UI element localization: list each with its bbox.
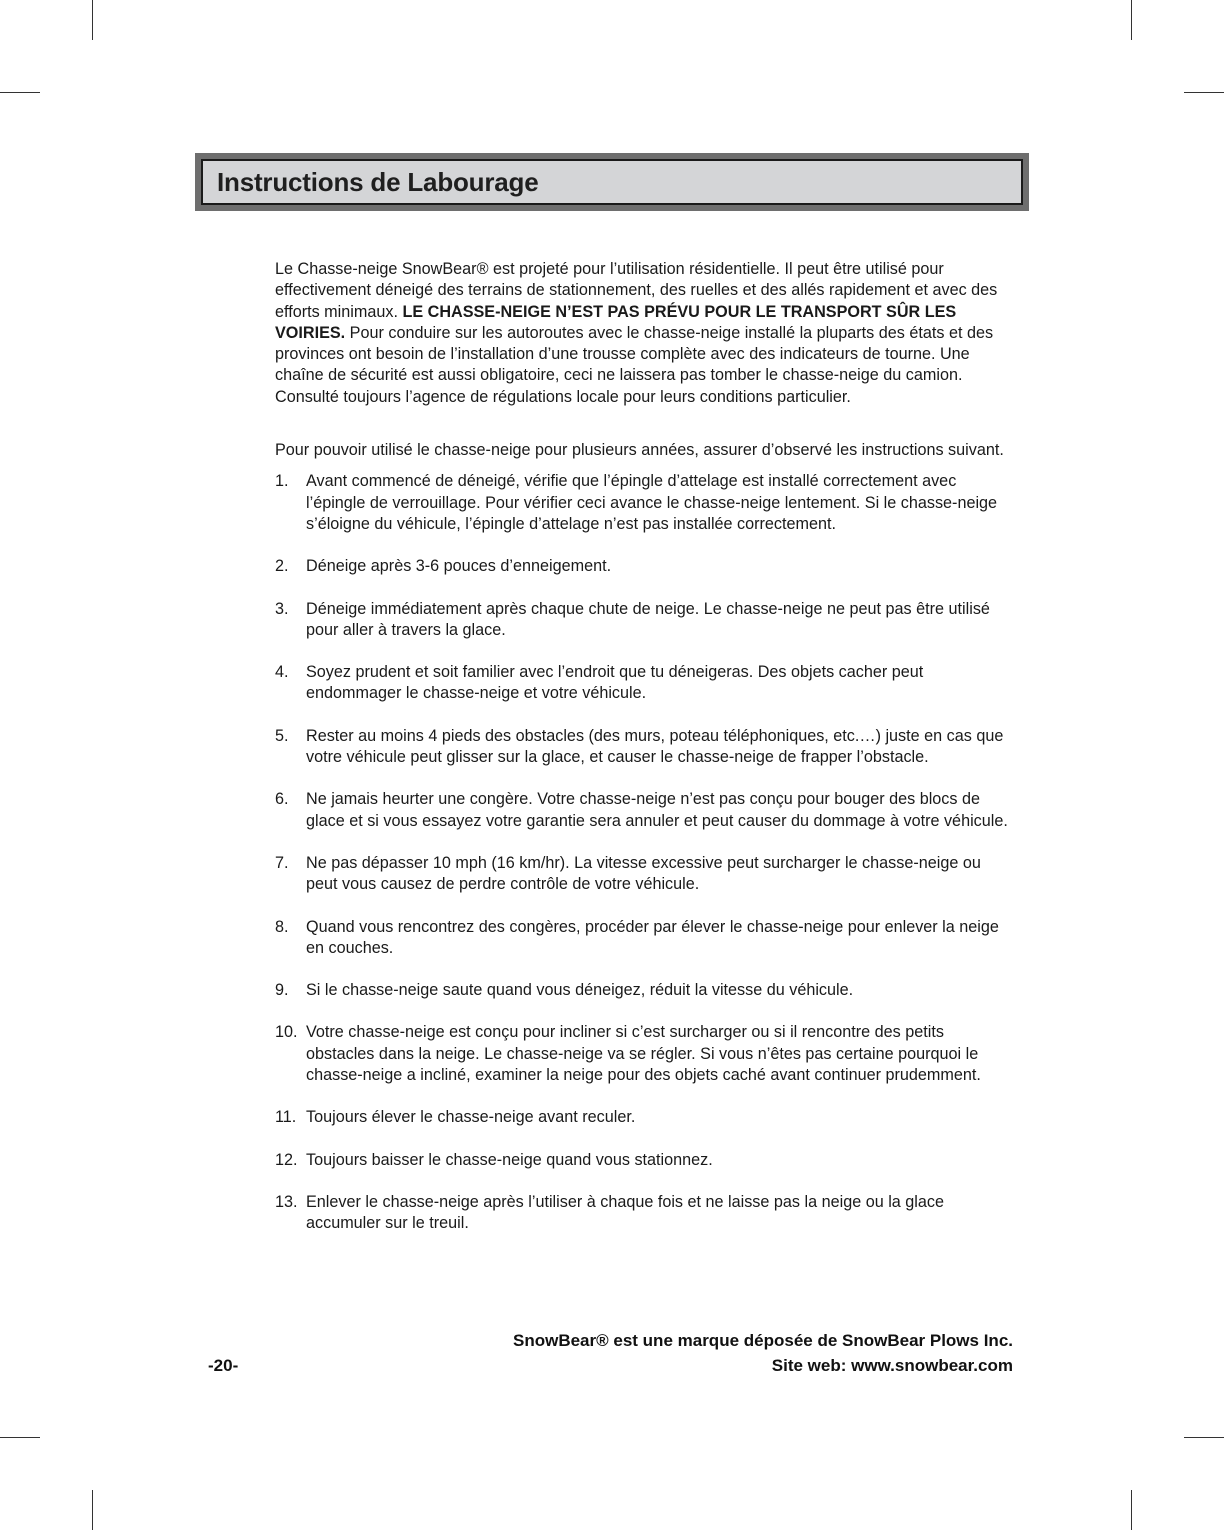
crop-mark bbox=[1131, 0, 1132, 40]
instruction-item bbox=[275, 471, 1015, 535]
footer-info bbox=[513, 1328, 1013, 1378]
item-text: Déneige immédiatement après chaque chute de neige. Le chasse-neige ne peut pas être utilisé pour aller à travers la glace. bbox=[306, 599, 990, 639]
item-number: 11. bbox=[275, 1108, 297, 1127]
section-header bbox=[195, 153, 1029, 211]
crop-mark bbox=[1131, 1490, 1132, 1530]
item-number: 5. bbox=[275, 726, 289, 745]
trademark-notice: SnowBear® est une marque déposée de SnowBear Plows Inc. bbox=[513, 1331, 1013, 1350]
instruction-list bbox=[275, 471, 1015, 1234]
page-title: Instructions de Labourage bbox=[217, 166, 539, 197]
instruction-item bbox=[275, 789, 1015, 832]
intro-paragraph bbox=[275, 259, 1015, 408]
item-text: Toujours élever le chasse-neige avant reculer. bbox=[306, 1108, 636, 1127]
item-text: Votre chasse-neige est conçu pour incliner si c’est surcharger ou si il rencontre des petits obstacles dans la neige. Le chasse-neige va se régler. Si vous n’êtes pas certaine pourquoi le chasse-neige a incliné, examiner la neige pour des objets caché avant continuer prudemment. bbox=[306, 1023, 981, 1085]
instruction-item bbox=[275, 726, 1015, 769]
crop-mark bbox=[92, 0, 93, 40]
item-text: Ne pas dépasser 10 mph (16 km/hr). La vitesse excessive peut surcharger le chasse-neige ou peut vous causez de perdre contrôle de votre véhicule. bbox=[306, 853, 981, 894]
item-text: Ne jamais heurter une congère. Votre chasse-neige n’est pas conçu pour bouger des blocs de glace et si vous essayez votre garantie sera annuler et peut causer du dommage à votre véhicule. bbox=[306, 790, 1008, 830]
item-text: Déneige après 3-6 pouces d’enneigement. bbox=[306, 557, 612, 576]
crop-mark bbox=[0, 92, 40, 93]
document-body bbox=[275, 259, 1015, 1256]
crop-mark bbox=[1184, 92, 1224, 93]
instruction-item bbox=[275, 662, 1015, 705]
crop-mark bbox=[92, 1490, 93, 1530]
item-number: 3. bbox=[275, 599, 289, 618]
item-text: Avant commencé de déneigé, vérifie que l’épingle d’attelage est installé correctement avec l’épingle de verrouillage. Pour vérifier ceci avance le chasse-neige lentement. Si le chasse-neige s’éloigne du véhicule, l’épingle d’attelage n’est pas installée correctement. bbox=[306, 472, 998, 533]
item-number: 2. bbox=[275, 557, 289, 576]
lead-paragraph: Pour pouvoir utilisé le chasse-neige pour plusieurs années, assurer d’observé les instructions suivant. bbox=[275, 441, 1004, 460]
item-number: 8. bbox=[275, 917, 289, 936]
item-number: 9. bbox=[275, 981, 289, 1000]
crop-mark bbox=[1184, 1437, 1224, 1438]
instruction-item bbox=[275, 1150, 1015, 1171]
instruction-item bbox=[275, 556, 1015, 577]
item-text: Quand vous rencontrez des congères, procéder par élever le chasse-neige pour enlever la neige en couches. bbox=[306, 917, 999, 957]
website: Site web: www.snowbear.com bbox=[771, 1356, 1013, 1375]
item-number: 10. bbox=[275, 1023, 298, 1042]
instruction-item bbox=[275, 853, 1015, 896]
instruction-item bbox=[275, 1107, 1015, 1128]
item-text: Enlever le chasse-neige après l’utiliser à chaque fois et ne laisse pas la neige ou la glace accumuler sur le treuil. bbox=[306, 1192, 944, 1233]
section-header-box bbox=[201, 159, 1023, 205]
intro-text: Le Chasse-neige SnowBear® est projeté pour l’utilisation résidentielle. Il peut être utilisé pour effectivement déneigé des terrains de stationnement, des ruelles et des allés rapidement et avec des efforts minimaux. bbox=[275, 260, 998, 321]
item-text: Rester au moins 4 pieds des obstacles (des murs, poteau téléphoniques, etc.…) juste en cas que votre véhicule peut glisser sur la glace, et causer le chasse-neige de frapper l’obstacle. bbox=[306, 726, 1004, 767]
item-text: Soyez prudent et soit familier avec l’endroit que tu déneigeras. Des objets cacher peut endommager le chasse-neige et votre véhicule. bbox=[306, 663, 924, 703]
item-number: 13. bbox=[275, 1192, 298, 1211]
instruction-item bbox=[275, 917, 1015, 960]
item-text: Si le chasse-neige saute quand vous déneigez, réduit la vitesse du véhicule. bbox=[306, 981, 854, 1000]
instruction-item bbox=[275, 1192, 1015, 1235]
crop-mark bbox=[0, 1437, 40, 1438]
instruction-item bbox=[275, 980, 1015, 1001]
instruction-item bbox=[275, 1022, 1015, 1086]
item-text: Toujours baisser le chasse-neige quand vous stationnez. bbox=[306, 1150, 713, 1169]
item-number: 6. bbox=[275, 790, 289, 809]
instruction-item bbox=[275, 599, 1015, 642]
intro-warning: LE CHASSE-NEIGE N’EST PAS PRÉVU POUR LE TRANSPORT SÛR LES VOIRIES. bbox=[275, 302, 957, 342]
item-number: 12. bbox=[275, 1150, 298, 1169]
page-number: -20- bbox=[208, 1356, 239, 1375]
item-number: 1. bbox=[275, 472, 289, 491]
item-number: 7. bbox=[275, 853, 289, 872]
intro-text-continued: Pour conduire sur les autoroutes avec le chasse-neige installé la pluparts des états et des provinces ont besoin de l’installation d’une trousse complète avec des indicateurs de tourne. Une chaîne de sécurité est aussi obligatoire, ceci ne laissera pas tomber le chasse-neige du camion. Consulté toujours l’agence de régulations locale pour leurs conditions particulier. bbox=[275, 323, 994, 406]
item-number: 4. bbox=[275, 663, 289, 682]
